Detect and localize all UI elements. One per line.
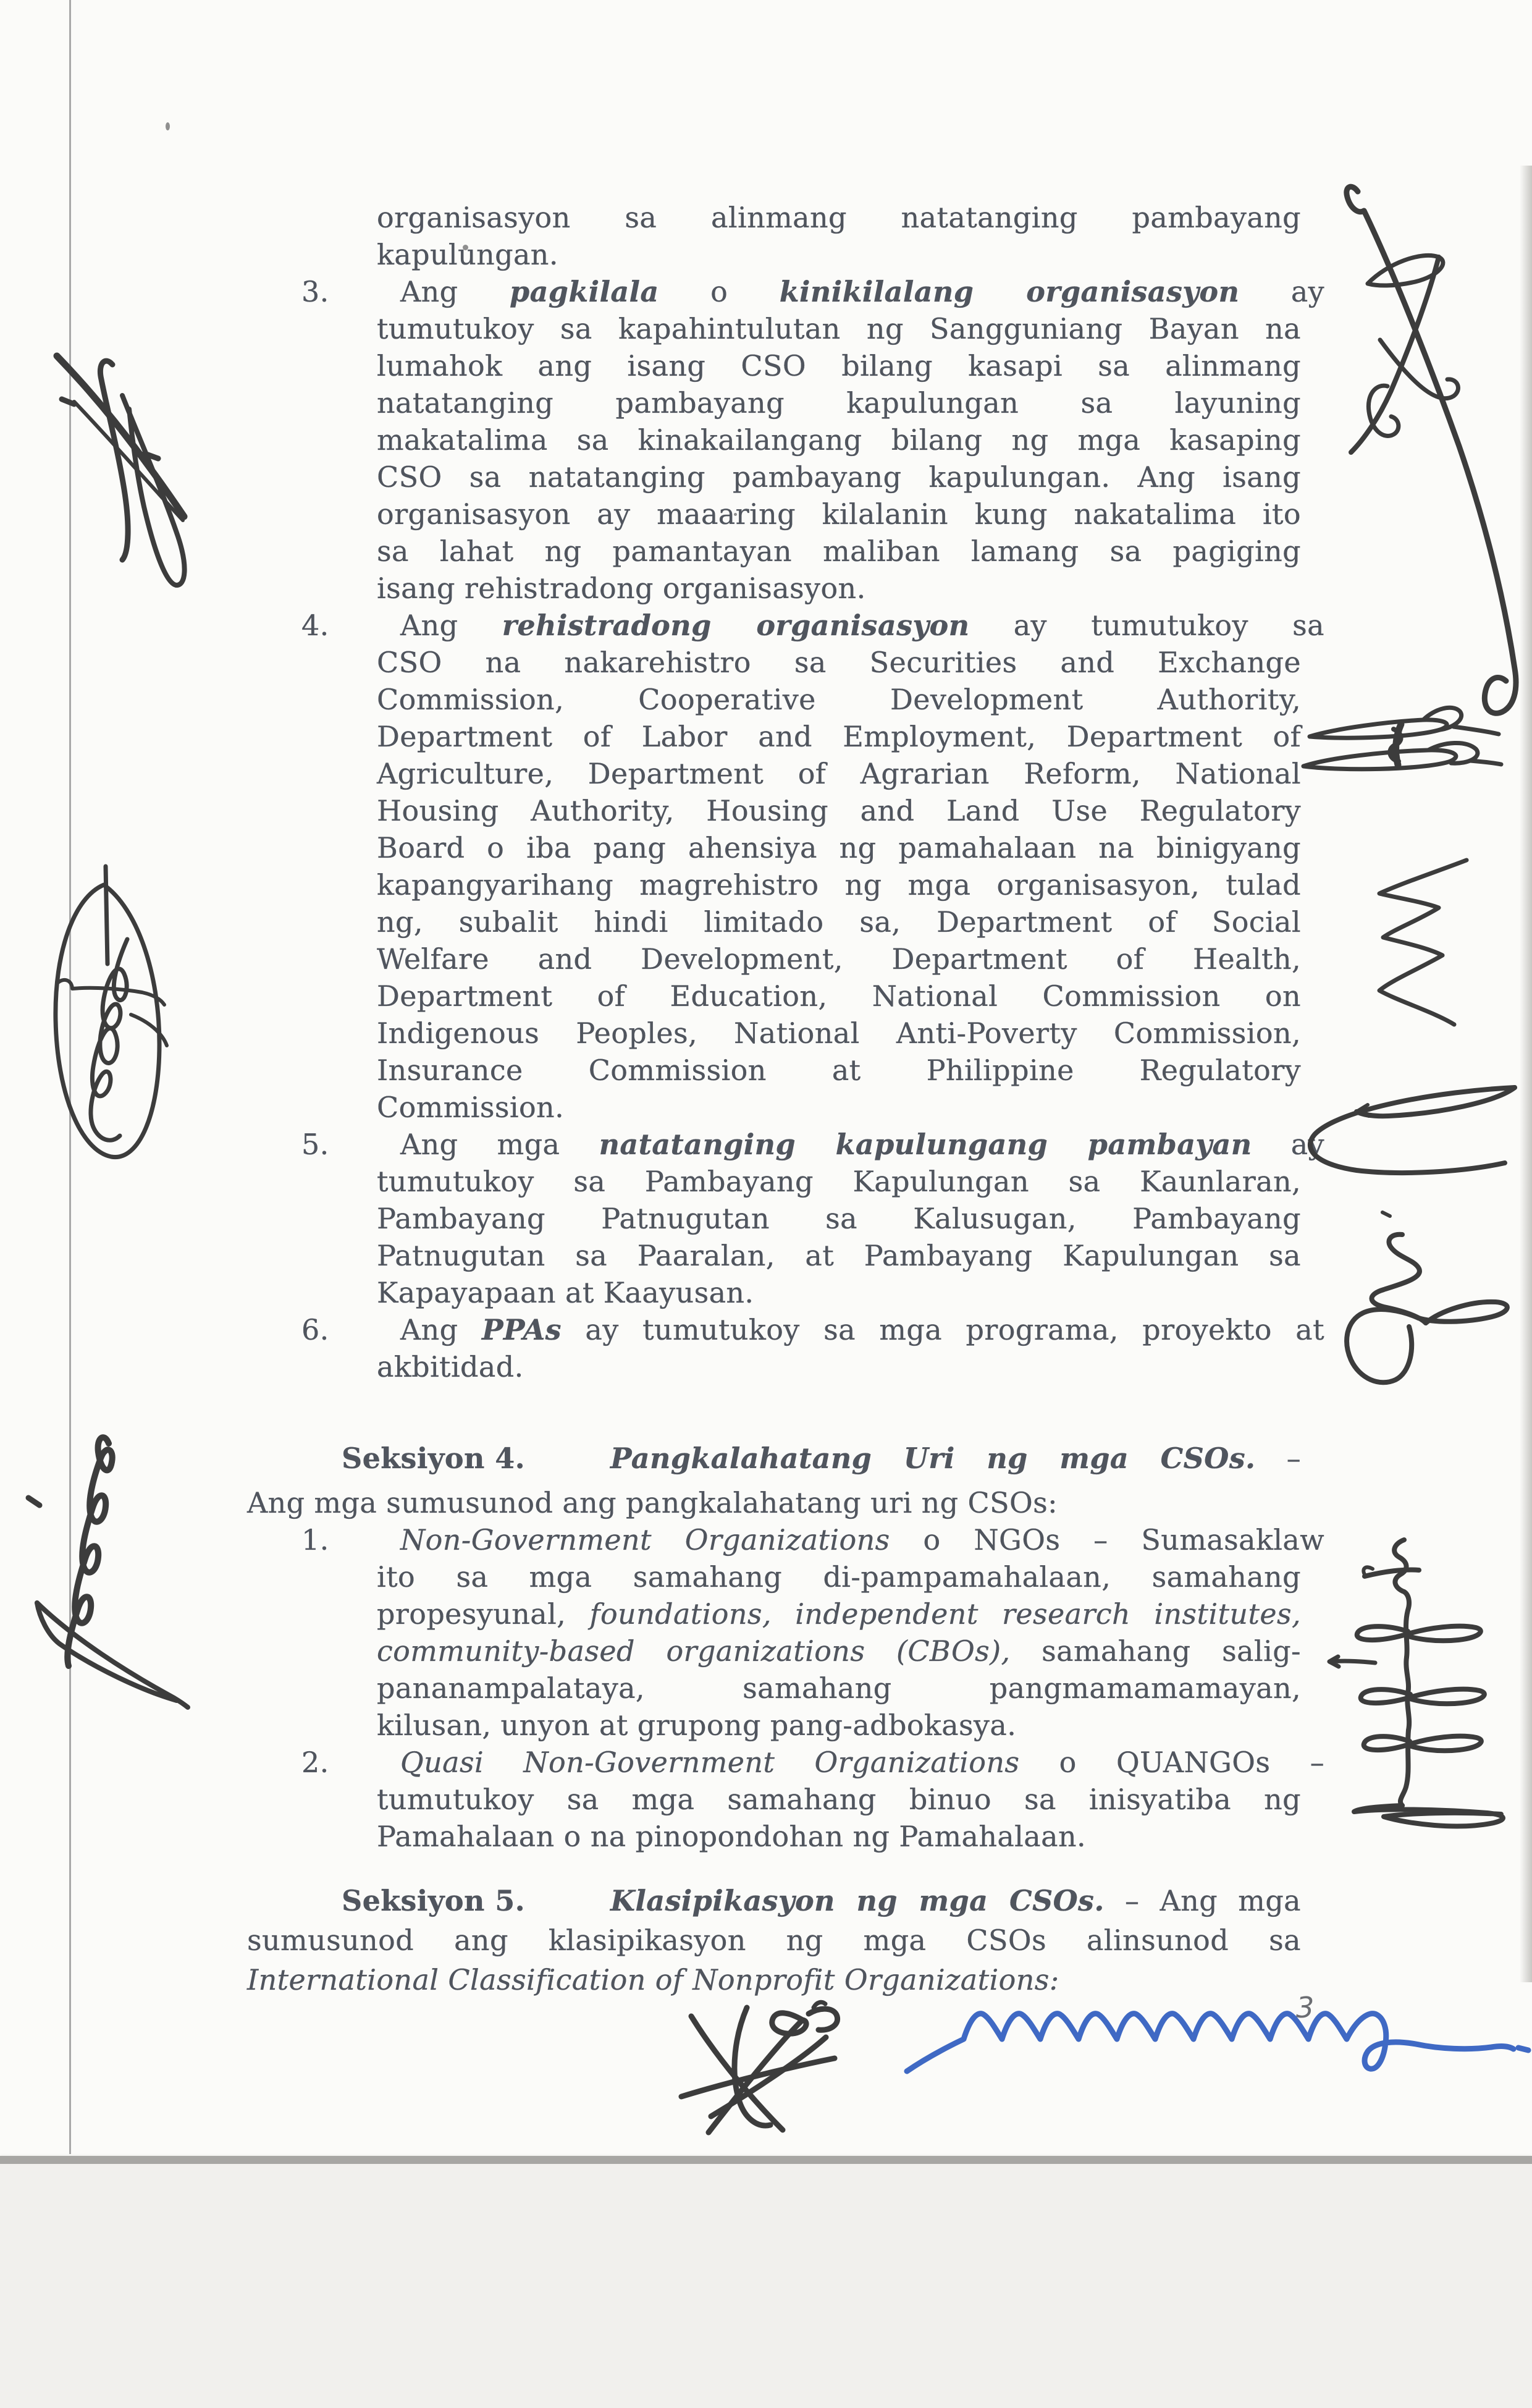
text-segment: Pamahalaan o na pinopondohan ng Pamahalaan. bbox=[377, 1820, 1086, 1853]
text-segment: o NGOs – Sumasaklaw bbox=[890, 1523, 1324, 1557]
text-segment: Ang bbox=[400, 275, 510, 308]
text-segment: Klasipikasyon ng mga CSOs. bbox=[610, 1884, 1105, 1917]
text-segment: kapangyarihang magrehistro ng mga organisasyon, tulad bbox=[377, 868, 1301, 902]
section-label: Seksiyon 5. bbox=[342, 1884, 526, 1917]
text-segment: Ang mga sumusunod ang pangkalahatang uri ng CSOs: bbox=[247, 1486, 1058, 1519]
text-segment: Ang bbox=[400, 609, 502, 642]
signature-oval-scribble-left bbox=[56, 866, 167, 1157]
text-segment: ng, subalit hindi limitado sa, Department of Social bbox=[377, 905, 1301, 939]
text-segment: propesyunal, bbox=[377, 1597, 590, 1631]
list-number: 1. bbox=[301, 1523, 329, 1557]
text-segment: CSO sa natatanging pambayang kapulungan. Ang isang bbox=[377, 460, 1301, 494]
text-segment: organisasyon ay maaaring kilalanin kung nakatalima ito bbox=[377, 497, 1301, 531]
section-label: Seksiyon 4. bbox=[342, 1442, 526, 1475]
signature-s-curl-right bbox=[1347, 1212, 1507, 1382]
signature-blue-wave-bottom bbox=[907, 2014, 1528, 2071]
text-segment: isang rehistradong organisasyon. bbox=[377, 572, 866, 605]
text-segment: – bbox=[1255, 1442, 1301, 1475]
text-segment: Non-Government Organizations bbox=[400, 1523, 890, 1557]
text-segment: Kapayapaan at Kaayusan. bbox=[377, 1276, 754, 1309]
text-segment: Pangkalahatang Uri ng mga CSOs. bbox=[610, 1442, 1256, 1475]
text-segment: ito sa mga samahang di-pampamahalaan, samahang bbox=[377, 1560, 1301, 1594]
text-segment: kilusan, unyon at grupong pang-adbokasya. bbox=[377, 1709, 1017, 1742]
text-segment: o QUANGOs – bbox=[1019, 1746, 1324, 1779]
text-segment: tumutukoy sa kapahintulutan ng Sangguniang Bayan na bbox=[377, 312, 1301, 345]
list-number: 6. bbox=[301, 1313, 329, 1346]
text-segment: International Classification of Nonprofit Organizations: bbox=[247, 1963, 1059, 1996]
text-segment: PPAs bbox=[481, 1313, 562, 1346]
signature-scrawl-lower-left bbox=[28, 1437, 188, 1707]
text-segment: Board o iba pang ahensiya ng pamahalaan na binigyang bbox=[377, 831, 1301, 864]
list-number: 4. bbox=[301, 609, 329, 642]
text-segment: organisasyon sa alinmang natatanging pambayang bbox=[377, 201, 1301, 234]
text-segment: tumutukoy sa Pambayang Kapulungan sa Kaunlaran, bbox=[377, 1165, 1301, 1198]
text-segment: Commission, Cooperative Development Authority, bbox=[377, 683, 1301, 716]
text-segment: Insurance Commission at Philippine Regulatory bbox=[377, 1054, 1301, 1087]
text-segment: samahang salig- bbox=[1010, 1634, 1301, 1668]
signature-loop-column-right bbox=[1329, 1540, 1503, 1826]
text-segment: CSO na nakarehistro sa Securities and Exchange bbox=[377, 646, 1301, 679]
signature-initials-top-left bbox=[57, 356, 185, 585]
text-segment: ay tumutukoy sa mga programa, proyekto at bbox=[561, 1313, 1324, 1346]
text-segment: akbitidad. bbox=[377, 1350, 524, 1384]
text-segment: lumahok ang isang CSO bilang kasapi sa alinmang bbox=[377, 349, 1301, 382]
text-segment: Patnugutan sa Paaralan, at Pambayang Kapulungan sa bbox=[377, 1239, 1301, 1272]
text-segment: foundations, independent research institutes, bbox=[589, 1597, 1301, 1631]
text-segment: natatanging kapulungang pambayan bbox=[599, 1128, 1252, 1161]
text-segment: Department of Education, National Commission on bbox=[377, 979, 1301, 1013]
text-segment: natatanging pambayang kapulungan sa layuning bbox=[377, 386, 1301, 420]
list-number: 3. bbox=[301, 275, 329, 308]
text-segment: ay bbox=[1239, 275, 1325, 308]
text-segment: rehistradong organisasyon bbox=[502, 609, 970, 642]
text-segment: Indigenous Peoples, National Anti-Poverty Commission, bbox=[377, 1016, 1301, 1050]
text-segment: Housing Authority, Housing and Land Use Regulatory bbox=[377, 794, 1301, 827]
signature-open-loop-right bbox=[1310, 1088, 1515, 1173]
text-segment: sa lahat ng pamantayan maliban lamang sa pagiging bbox=[377, 534, 1301, 568]
text-segment: Department of Labor and Employment, Department of bbox=[377, 720, 1301, 753]
text-segment: Ang mga bbox=[400, 1128, 599, 1161]
text-segment: ay tumutukoy sa bbox=[969, 609, 1324, 642]
text-segment: Commission. bbox=[377, 1091, 565, 1124]
text-segment: pagkilala bbox=[510, 275, 659, 308]
text-segment: tumutukoy sa mga samahang binuo sa inisyatiba ng bbox=[377, 1783, 1301, 1816]
text-segment: Agriculture, Department of Agrarian Reform, National bbox=[377, 757, 1301, 790]
signature-zigzag-right bbox=[1379, 860, 1467, 1024]
text-segment: kinikilalang organisasyon bbox=[779, 275, 1240, 308]
text-segment: Pambayang Patnugutan sa Kalusugan, Pambayang bbox=[377, 1202, 1301, 1235]
text-segment: Welfare and Development, Department of Health, bbox=[377, 942, 1301, 976]
text-segment: kapulungan. bbox=[377, 238, 558, 271]
list-number: 2. bbox=[301, 1746, 329, 1779]
signature-flourish-top-right bbox=[1347, 187, 1516, 713]
text-segment: sumusunod ang klasipikasyon ng mga CSOs alinsunod sa bbox=[247, 1924, 1301, 1957]
text-segment: makatalima sa kinakailangang bilang ng mga kasaping bbox=[377, 423, 1301, 457]
text-segment: Quasi Non-Government Organizations bbox=[400, 1746, 1020, 1779]
text-segment: ay bbox=[1252, 1128, 1324, 1161]
signature-star-scribble-bottom bbox=[681, 2002, 838, 2132]
text-segment: pananampalataya, samahang pangmamamamayan, bbox=[377, 1671, 1301, 1705]
page-number: 3 bbox=[1296, 1991, 1315, 2024]
text-segment: community-based organizations (CBOs), bbox=[377, 1634, 1011, 1668]
text-segment: Ang bbox=[400, 1313, 482, 1346]
text-segment: o bbox=[659, 275, 780, 308]
list-number: 5. bbox=[301, 1128, 329, 1161]
signature-double-loops-right bbox=[1303, 708, 1501, 769]
text-segment: – Ang mga bbox=[1104, 1884, 1301, 1917]
